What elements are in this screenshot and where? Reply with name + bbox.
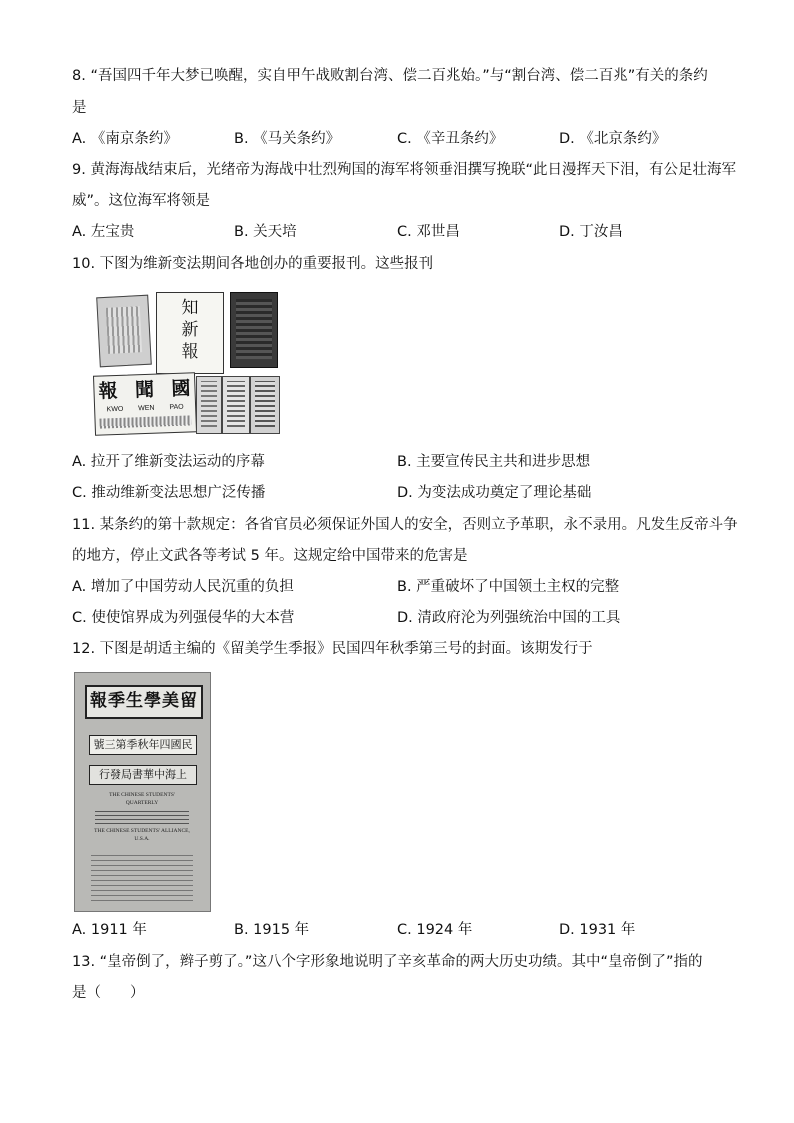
cover-english-2: QUARTERLY xyxy=(125,800,159,806)
newspaper-dark-image xyxy=(230,292,278,368)
guowenbao-roman-1: KWO xyxy=(106,405,124,414)
q10-option-a: A. 拉开了维新变法运动的序幕 xyxy=(72,454,265,470)
cover-fine-print xyxy=(91,851,193,901)
q9-option-a: A. 左宝贵 xyxy=(72,224,135,240)
q8-option-b: B. 《马关条约》 xyxy=(234,131,341,147)
q12-stem: 12. 下图是胡适主编的《留美学生季报》民国四年秋季第三号的封面。该期发行于 xyxy=(72,641,593,657)
zhixinbao-char-2: 新 xyxy=(181,320,199,340)
zhixinbao-char-3: 報 xyxy=(181,342,199,362)
newspaper-small-1 xyxy=(196,376,222,434)
q9-option-d: D. 丁汝昌 xyxy=(559,224,623,240)
cover-english-1: THE CHINESE STUDENTS' xyxy=(109,792,175,798)
q10-option-b: B. 主要宣传民主共和进步思想 xyxy=(397,454,591,470)
q8-option-c: C. 《辛丑条约》 xyxy=(397,131,504,147)
q11-stem-line1: 11. 某条约的第十款规定：各省官员必须保证外国人的安全，否则立予革职，永不录用。凡发生反帝斗争 xyxy=(72,517,738,533)
guowenbao-char-2: 聞 xyxy=(134,378,155,402)
q12-option-c: C. 1924 年 xyxy=(397,922,473,938)
q9-stem-line1: 9. 黄海海战结束后，光绪帝为海战中壮烈殉国的海军将领垂泪撰写挽联“此日漫挥天下泪，有公足壮海军 xyxy=(72,162,736,178)
cover-title: 報季生學美留 xyxy=(85,685,203,719)
q8-option-d: D. 《北京条约》 xyxy=(559,131,667,147)
q10-newspapers-figure xyxy=(92,288,282,438)
newspaper-left-image xyxy=(96,295,152,368)
q8-stem-line2: 是 xyxy=(72,100,87,116)
guowenbao-cover xyxy=(93,372,197,436)
q12-journal-cover xyxy=(74,672,211,912)
q9-stem-line2: 威”。这位海军将领是 xyxy=(72,193,211,209)
q11-option-d: D. 清政府沦为列强统治中国的工具 xyxy=(397,610,621,626)
q8-option-a: A. 《南京条约》 xyxy=(72,131,178,147)
guowenbao-roman-3: PAO xyxy=(169,403,184,412)
guowenbao-char-3: 國 xyxy=(171,377,191,401)
cover-english-4: U.S.A. xyxy=(134,836,150,842)
zhixinbao-char-1: 知 xyxy=(181,298,199,318)
zhixinbao-cover xyxy=(156,292,224,374)
q11-stem-line2: 的地方，停止文武各等考试 5 年。这规定给中国带来的危害是 xyxy=(72,548,468,564)
cover-issue: 號三第季秋年四國民 xyxy=(89,735,197,755)
q9-option-b: B. 关天培 xyxy=(234,224,297,240)
q11-option-c: C. 使使馆界成为列强侵华的大本营 xyxy=(72,610,295,626)
q10-stem: 10. 下图为维新变法期间各地创办的重要报刊。这些报刊 xyxy=(72,256,434,272)
q10-option-c: C. 推动维新变法思想广泛传播 xyxy=(72,485,266,501)
cover-english-3: THE CHINESE STUDENTS' ALLIANCE, xyxy=(94,828,190,834)
guowenbao-char-1: 報 xyxy=(98,379,118,403)
q13-stem-line2: 是（ ） xyxy=(72,985,145,1001)
q9-option-c: C. 邓世昌 xyxy=(397,224,460,240)
q10-option-d: D. 为变法成功奠定了理论基础 xyxy=(397,485,592,501)
guowenbao-roman-2: WEN xyxy=(138,404,155,413)
q12-option-d: D. 1931 年 xyxy=(559,922,636,938)
q8-stem-line1: 8. “吾国四千年大梦已唤醒，实自甲午战败割台湾、偿二百兆始。”与“割台湾、偿二百兆”有关的条约 xyxy=(72,68,708,84)
q11-option-b: B. 严重破坏了中国领土主权的完整 xyxy=(397,579,620,595)
newspaper-small-2 xyxy=(222,376,250,434)
q13-stem-line1: 13. “皇帝倒了，辫子剪了。”这八个字形象地说明了辛亥革命的两大历史功绩。其中“皇帝倒了”指的 xyxy=(72,954,703,970)
newspaper-small-3 xyxy=(250,376,280,434)
q11-option-a: A. 增加了中国劳动人民沉重的负担 xyxy=(72,579,294,595)
q12-option-b: B. 1915 年 xyxy=(234,922,310,938)
q12-option-a: A. 1911 年 xyxy=(72,922,147,938)
cover-publisher: 行發局書華中海上 xyxy=(89,765,197,785)
